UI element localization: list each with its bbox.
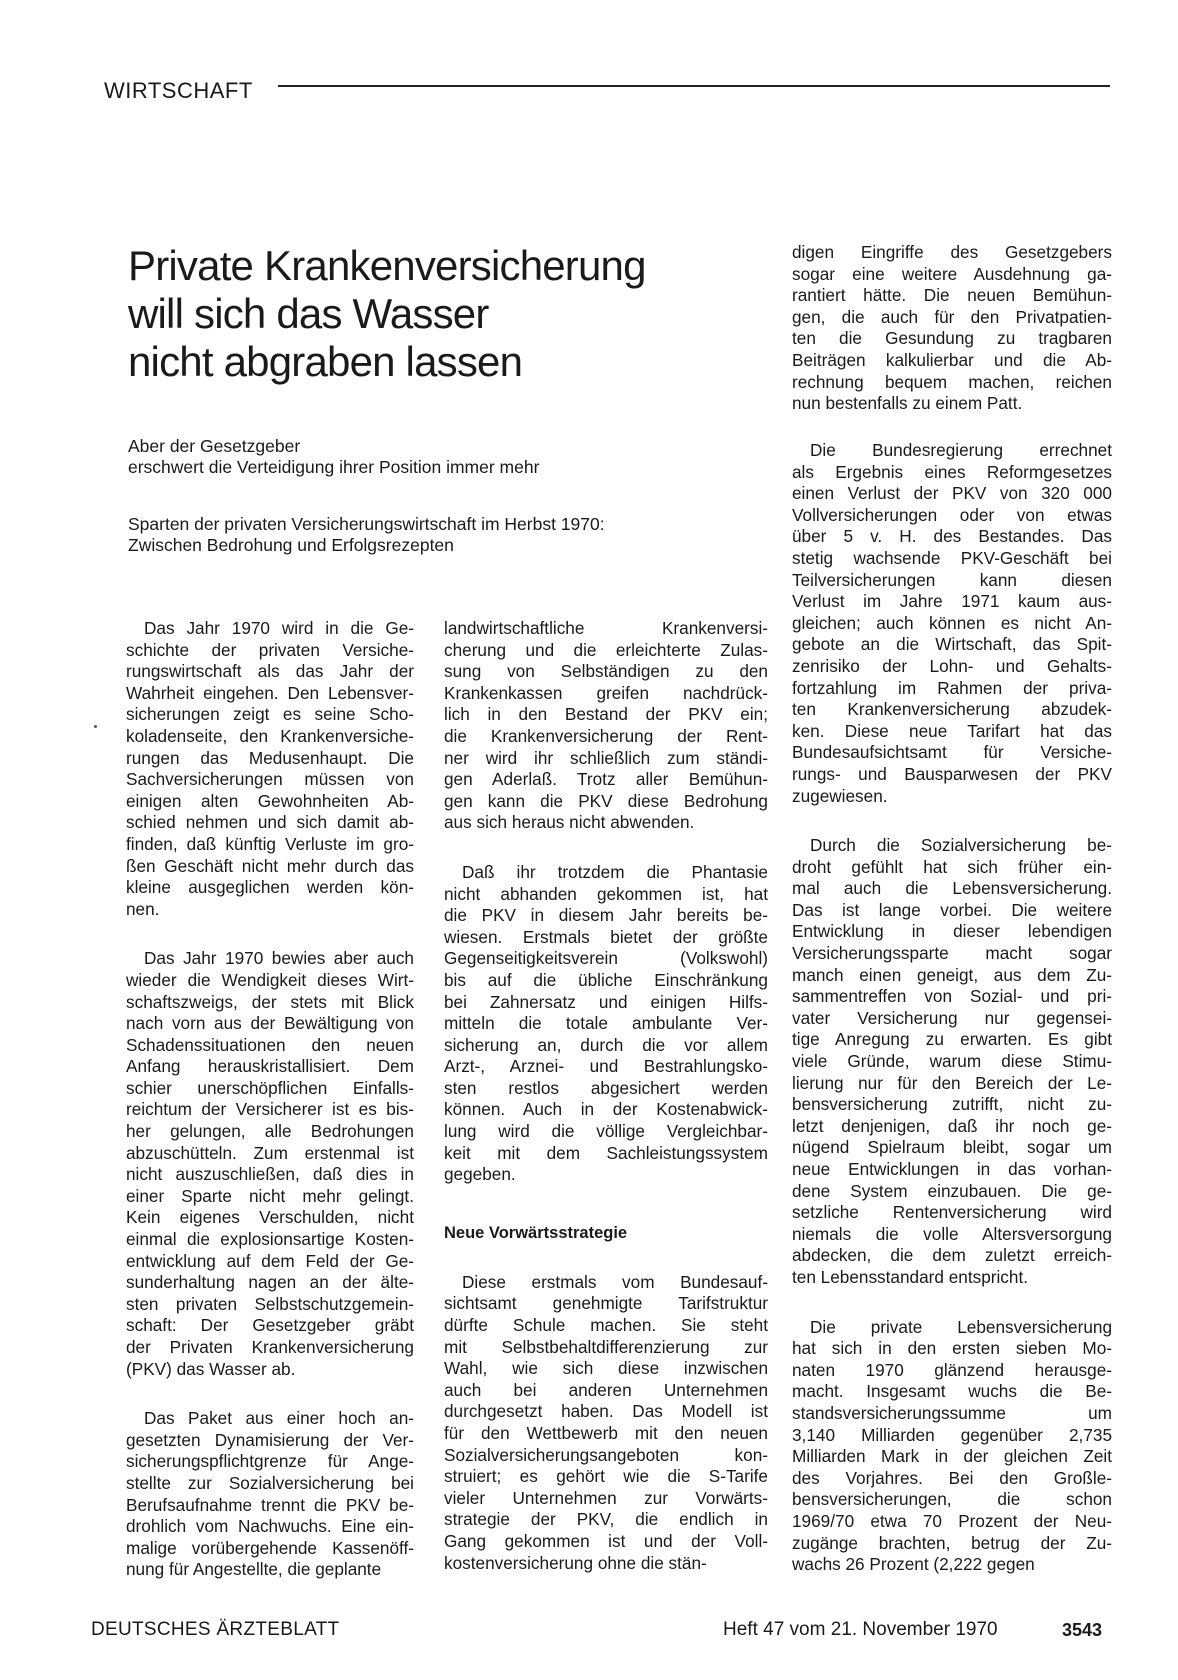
text-line: nach vorn aus der Bewältigung von bbox=[126, 1013, 414, 1034]
kicker-line: Zwischen Bedrohung und Erfolgsrezepten bbox=[128, 535, 454, 555]
text-line: für den Wettbewerb mit den neuen bbox=[444, 1423, 768, 1443]
text-line: Bundesaufsichtsamt für Versiche- bbox=[792, 742, 1112, 763]
paragraph bbox=[126, 618, 414, 920]
text-line: Diese erstmals vom Bundesauf- bbox=[462, 1271, 768, 1292]
text-line: digen Eingriffe des Gesetzgebers bbox=[792, 242, 1112, 262]
text-line: Wahrheit eingehen. Den Lebensver- bbox=[126, 682, 414, 703]
text-line: rungswirtschaft als das Jahr der bbox=[126, 661, 414, 682]
text-line: standsversicherungssumme um bbox=[792, 1402, 1112, 1423]
text-line: gen Aderlaß. Trotz aller Bemühun- bbox=[444, 769, 768, 790]
text-line: (PKV) das Wasser ab. bbox=[126, 1358, 296, 1379]
text-line: lung wird die völlige Vergleichbar- bbox=[444, 1121, 768, 1142]
text-line: Das Paket aus einer hoch an- bbox=[144, 1408, 414, 1429]
paragraph bbox=[444, 1272, 768, 1574]
text-line: Schadenssituationen den neuen bbox=[126, 1034, 414, 1055]
text-line: Gang gekommen ist und der Voll- bbox=[444, 1530, 768, 1551]
text-line: neue Entwicklungen in das vorhan- bbox=[792, 1159, 1112, 1179]
text-line: bensversicherung zutrifft, nicht zu- bbox=[792, 1094, 1112, 1115]
text-line: wachs 26 Prozent (2,222 gegen bbox=[792, 1554, 1035, 1575]
text-line: Durch die Sozialversicherung be- bbox=[810, 835, 1112, 856]
text-line: Das Jahr 1970 wird in die Ge- bbox=[144, 618, 414, 638]
text-line: sunderhaltung nagen an der älte- bbox=[126, 1272, 414, 1293]
text-line: sicherungen zeigt es seine Scho- bbox=[126, 704, 414, 725]
text-line: tige Anregung zu erwarten. Es gibt bbox=[792, 1029, 1112, 1050]
text-line: gleichen; auch können es nicht An- bbox=[792, 612, 1112, 633]
text-line: nicht abhanden gekommen ist, hat bbox=[444, 883, 768, 904]
text-line: abdecken, die dem zuletzt erreich- bbox=[792, 1245, 1112, 1266]
text-line: koladenseite, den Krankenversiche- bbox=[126, 725, 414, 746]
text-line: Gegenseitigkeitsverein (Volkswohl) bbox=[444, 948, 768, 969]
text-line: Das Jahr 1970 bewies aber auch bbox=[144, 948, 414, 969]
text-line: Berufsaufnahme trennt die PKV be- bbox=[126, 1494, 414, 1515]
text-line: Verlust im Jahre 1971 kaum aus- bbox=[792, 591, 1112, 612]
text-line: Teilversicherungen kann diesen bbox=[792, 569, 1112, 590]
text-line: Sozialversicherungsangeboten kon- bbox=[444, 1444, 768, 1465]
text-line: lich in den Bestand der PKV ein; bbox=[444, 704, 768, 725]
column-3 bbox=[792, 440, 1112, 1576]
text-line: strategie der PKV, die endlich in bbox=[444, 1509, 768, 1530]
text-line: nung für Angestellte, die geplante bbox=[126, 1559, 382, 1580]
text-line: dürfte Schule machen. Sie steht bbox=[444, 1315, 768, 1336]
text-line: landwirtschaftliche Krankenversi- bbox=[444, 618, 768, 638]
text-line: als Ergebnis eines Reformgesetzes bbox=[792, 461, 1112, 482]
paragraph bbox=[792, 835, 1112, 1288]
text-line: wiesen. Erstmals bietet der größte bbox=[444, 926, 768, 947]
paragraph bbox=[444, 618, 768, 834]
text-line: ten die Gesundung zu tragbaren bbox=[792, 328, 1112, 349]
text-line: schied nehmen und sich damit ab- bbox=[126, 812, 414, 833]
text-line: sicherung an, durch die vor allem bbox=[444, 1034, 768, 1055]
title-line: Private Krankenversicherung bbox=[128, 242, 646, 289]
text-line: sicherungspflichtgrenze für Ange- bbox=[126, 1451, 414, 1472]
text-line: Das ist lange vorbei. Die weitere bbox=[792, 899, 1112, 920]
column-2 bbox=[444, 618, 768, 1574]
paragraph bbox=[792, 440, 1112, 807]
text-line: einer Sparte nicht mehr gelingt. bbox=[126, 1185, 414, 1206]
text-line: gebote an die Wirtschaft, das Spit- bbox=[792, 634, 1112, 655]
text-line: zenrisiko der Lohn- und Gehalts- bbox=[792, 655, 1112, 676]
text-line: Die private Lebensversicherung bbox=[810, 1316, 1112, 1337]
text-line: sammentreffen von Sozial- und pri- bbox=[792, 986, 1112, 1007]
text-line: rantiert hätte. Die neuen Bemühun- bbox=[792, 285, 1112, 306]
text-line: können. Auch in der Kostenabwick- bbox=[444, 1099, 768, 1120]
text-line: Sachversicherungen müssen von bbox=[126, 769, 414, 790]
text-line: struiert; es gehört wie die S-Tarife bbox=[444, 1466, 768, 1487]
text-line: Anfang herauskristallisiert. Dem bbox=[126, 1056, 414, 1077]
section-label: WIRTSCHAFT bbox=[104, 78, 253, 103]
text-line: schichte der privaten Versiche- bbox=[126, 639, 414, 660]
kicker-line: Sparten der privaten Versicherungswirtschaft im Herbst 1970: bbox=[128, 514, 605, 534]
text-line: naten 1970 glänzend herausge- bbox=[792, 1359, 1112, 1380]
text-line: Milliarden Mark in der gleichen Zeit bbox=[792, 1446, 1112, 1467]
text-line: kleine ausgeglichen werden kön- bbox=[126, 877, 414, 898]
text-line: macht. Insgesamt wuchs die Be- bbox=[792, 1381, 1112, 1402]
text-line: sten privaten Selbstschutzgemein- bbox=[126, 1293, 414, 1314]
section-heading: Neue Vorwärtsstrategie bbox=[444, 1223, 628, 1242]
text-line: sung von Selbständigen zu den bbox=[444, 661, 768, 682]
paragraph bbox=[444, 862, 768, 1186]
text-line: nun bestenfalls zu einem Patt. bbox=[792, 393, 1023, 414]
text-line: einen Verlust der PKV von 320 000 bbox=[792, 483, 1112, 504]
text-line: dene System einzubauen. Die ge- bbox=[792, 1180, 1112, 1201]
text-line: Kein eigenes Verschulden, nicht bbox=[126, 1207, 414, 1228]
text-line: vieler Unternehmen zur Vorwärts- bbox=[444, 1487, 768, 1508]
paragraph bbox=[792, 1317, 1112, 1576]
text-line: her gelungen, alle Bedrohungen bbox=[126, 1121, 414, 1142]
column-3-top bbox=[792, 242, 1112, 415]
column-1 bbox=[126, 618, 414, 1581]
text-line: cherung und die erleichterte Zulas- bbox=[444, 639, 768, 660]
footer-issue: Heft 47 vom 21. November 1970 bbox=[723, 1619, 998, 1640]
article-subtitle bbox=[128, 436, 728, 478]
text-line: bis auf die übliche Einschränkung bbox=[444, 969, 768, 990]
text-line: drohlich vom Nachwuchs. Eine ein- bbox=[126, 1516, 414, 1537]
text-line: ßen Geschäft nicht mehr durch das bbox=[126, 855, 414, 876]
text-line: lierung nur für den Bereich der Le- bbox=[792, 1072, 1112, 1093]
article-title bbox=[128, 242, 748, 386]
text-line: schaft: Der Gesetzgeber gräbt bbox=[126, 1315, 414, 1336]
text-line: ten Lebensstandard entspricht. bbox=[792, 1266, 1029, 1287]
subtitle-line: Aber der Gesetzgeber bbox=[128, 436, 301, 456]
text-line: sichtsamt genehmigte Tarifstruktur bbox=[444, 1293, 768, 1314]
footer-journal: DEUTSCHES ÄRZTEBLATT bbox=[91, 1619, 340, 1640]
text-line: Die Bundesregierung errechnet bbox=[810, 440, 1112, 460]
text-line: abzuschütteln. Zum erstenmal ist bbox=[126, 1142, 414, 1163]
text-line: einigen alten Gewohnheiten Ab- bbox=[126, 790, 414, 811]
text-line: nügend Spielraum bleibt, sogar um bbox=[792, 1137, 1112, 1158]
text-line: ken. Diese neue Tarifart hat das bbox=[792, 720, 1112, 741]
text-line: des Vorjahres. Bei den Großle- bbox=[792, 1467, 1112, 1488]
article-kicker bbox=[128, 514, 728, 556]
text-line: zugänge brachten, betrug der Zu- bbox=[792, 1532, 1112, 1553]
header-rule bbox=[278, 85, 1110, 87]
text-line: 3,140 Milliarden gegenüber 2,735 bbox=[792, 1424, 1112, 1445]
text-line: mit Selbstbehaltdifferenzierung zur bbox=[444, 1336, 768, 1357]
text-line: zugewiesen. bbox=[792, 785, 888, 806]
text-line: entwicklung auf dem Feld der Ge- bbox=[126, 1250, 414, 1271]
text-line: niemals die volle Altersversorgung bbox=[792, 1223, 1112, 1244]
text-line: malige vorübergehende Kassenöff- bbox=[126, 1537, 414, 1558]
text-line: die Krankenversicherung der Rent- bbox=[444, 725, 768, 746]
text-line: über 5 v. H. des Bestandes. Das bbox=[792, 526, 1112, 547]
text-line: Entwicklung in dieser lebendigen bbox=[792, 921, 1112, 942]
text-line: kostenversicherung ohne die stän- bbox=[444, 1552, 707, 1573]
text-line: viele Gründe, warum diese Stimu- bbox=[792, 1051, 1112, 1072]
text-line: Wahl, wie sich diese inzwischen bbox=[444, 1358, 768, 1379]
text-line: hat sich in den ersten sieben Mo- bbox=[792, 1338, 1112, 1359]
text-line: sten restlos abgesichert werden bbox=[444, 1077, 768, 1098]
text-line: rungs- und Bausparwesen der PKV bbox=[792, 763, 1112, 784]
text-line: durchgesetzt haben. Das Modell ist bbox=[444, 1401, 768, 1422]
text-line: gen, die auch für den Privatpatien- bbox=[792, 306, 1112, 327]
text-line: finden, daß künftig Verluste im gro- bbox=[126, 833, 414, 854]
text-line: stellte zur Sozialversicherung bei bbox=[126, 1472, 414, 1493]
text-line: rechnung bequem machen, reichen bbox=[792, 371, 1112, 392]
text-line: bei Zahnersatz und einigen Hilfs- bbox=[444, 991, 768, 1012]
text-line: gegeben. bbox=[444, 1164, 516, 1185]
paragraph bbox=[792, 242, 1112, 415]
text-line: auch bei anderen Unternehmen bbox=[444, 1379, 768, 1400]
text-line: Krankenkassen greifen nachdrück- bbox=[444, 682, 768, 703]
text-line: ten Krankenversicherung abzudek- bbox=[792, 699, 1112, 720]
text-line: ner wird ihr schließlich zum ständi- bbox=[444, 747, 768, 768]
text-line: stetig wachsende PKV-Geschäft bei bbox=[792, 547, 1112, 568]
paragraph bbox=[126, 1408, 414, 1581]
paragraph bbox=[126, 948, 414, 1380]
text-line: Vollversicherungen oder von etwas bbox=[792, 504, 1112, 525]
text-line: setzliche Rentenversicherung wird bbox=[792, 1202, 1112, 1223]
text-line: Daß ihr trotzdem die Phantasie bbox=[462, 861, 768, 882]
text-line: letzt denjenigen, daß ihr noch ge- bbox=[792, 1115, 1112, 1136]
text-line: wieder die Wendigkeit dieses Wirt- bbox=[126, 969, 414, 990]
subtitle-line: erschwert die Verteidigung ihrer Position immer mehr bbox=[128, 457, 540, 477]
text-line: fortzahlung im Rahmen der priva- bbox=[792, 677, 1112, 698]
text-line: nen. bbox=[126, 898, 160, 919]
text-line: keit mit dem Sachleistungssystem bbox=[444, 1142, 768, 1163]
text-line: einmal die explosionsartige Kosten- bbox=[126, 1229, 414, 1250]
text-line: schaftszweigs, der stets mit Blick bbox=[126, 991, 414, 1012]
text-line: mal auch die Lebensversicherung. bbox=[792, 878, 1112, 899]
text-line: Arzt-, Arznei- und Bestrahlungsko- bbox=[444, 1056, 768, 1077]
text-line: die PKV in diesem Jahr bereits be- bbox=[444, 905, 768, 926]
text-line: gen kann die PKV diese Bedrohung bbox=[444, 790, 768, 811]
text-line: gesetzten Dynamisierung der Ver- bbox=[126, 1429, 414, 1450]
text-line: nicht auszuschließen, daß dies in bbox=[126, 1164, 414, 1185]
text-line: 1969/70 etwa 70 Prozent der Neu- bbox=[792, 1510, 1112, 1531]
text-line: mitteln die totale ambulante Ver- bbox=[444, 1013, 768, 1034]
text-line: sogar eine weitere Ausdehnung ga- bbox=[792, 263, 1112, 284]
text-line: manch einen geneigt, aus dem Zu- bbox=[792, 964, 1112, 985]
text-line: Versicherungssparte macht sogar bbox=[792, 943, 1112, 964]
text-line: bensversicherungen, die schon bbox=[792, 1489, 1112, 1510]
print-speck bbox=[94, 725, 97, 728]
title-line: will sich das Wasser bbox=[128, 290, 489, 337]
text-line: rungen das Medusenhaupt. Die bbox=[126, 747, 414, 768]
text-line: schier unerschöpflichen Einfalls- bbox=[126, 1077, 414, 1098]
text-line: reichtum der Versicherer ist es bis- bbox=[126, 1099, 414, 1120]
text-line: aus sich heraus nicht abwenden. bbox=[444, 812, 695, 833]
text-line: vater Versicherung nur gegensei- bbox=[792, 1007, 1112, 1028]
text-line: droht gefühlt hat sich früher ein- bbox=[792, 856, 1112, 877]
text-line: Beiträgen kalkulierbar und die Ab- bbox=[792, 349, 1112, 370]
title-line: nicht abgraben lassen bbox=[128, 338, 523, 385]
page-number: 3543 bbox=[1062, 1620, 1103, 1640]
text-line: der Privaten Krankenversicherung bbox=[126, 1337, 414, 1357]
